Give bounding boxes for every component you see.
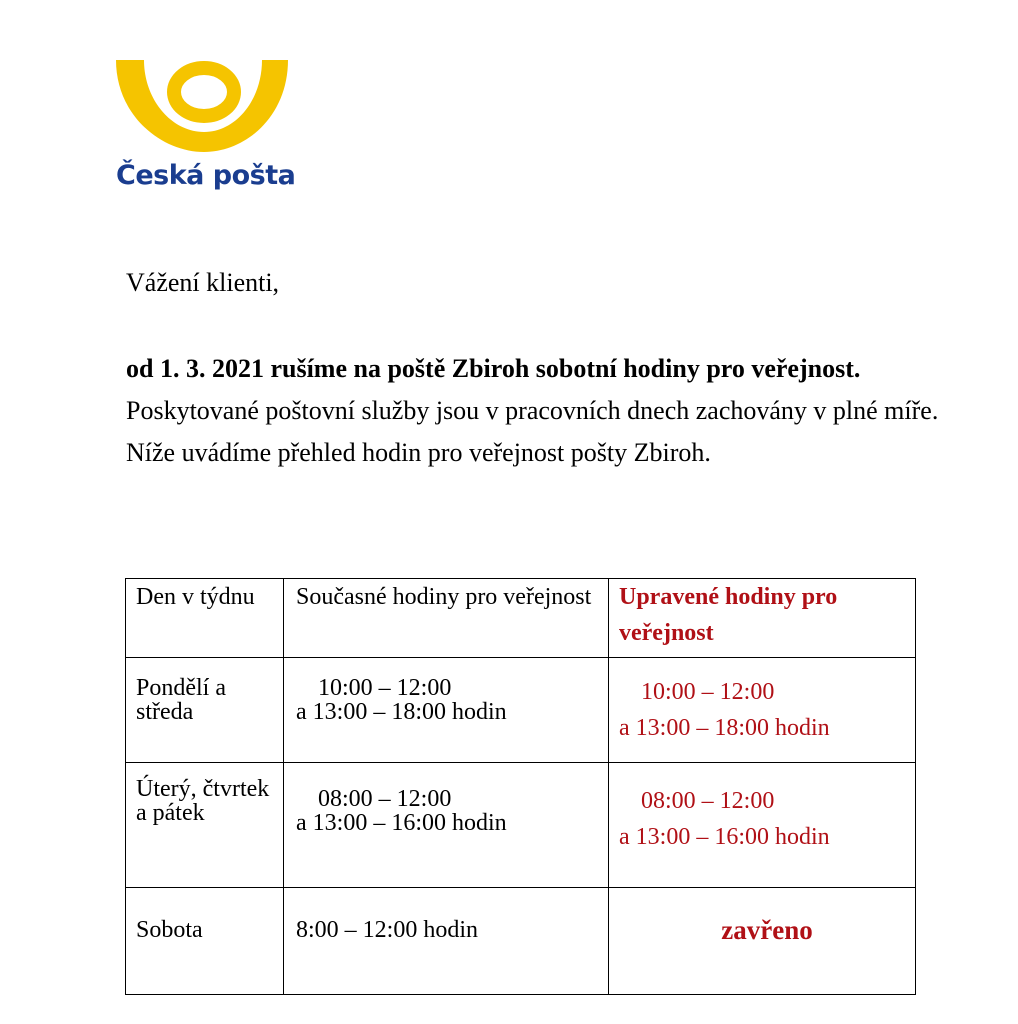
current-hours-line: a 13:00 – 16:00 hodin <box>296 810 507 836</box>
ceska-posta-logo <box>112 56 302 196</box>
current-hours-cell: 8:00 – 12:00 hodin <box>284 888 609 995</box>
announcement-bold: od 1. 3. 2021 rušíme na poště Zbiroh sobotní hodiny pro veřejnost. <box>126 354 861 383</box>
day-cell: Úterý, čtvrtek a pátek <box>126 763 284 888</box>
header-day: Den v týdnu <box>126 579 284 658</box>
new-hours-line: a 13:00 – 18:00 hodin <box>619 715 830 741</box>
day-cell: Pondělí a středa <box>126 658 284 763</box>
closed-label: zavřeno <box>609 888 916 995</box>
post-horn-icon <box>112 56 292 156</box>
header-new: Upravené hodiny pro veřejnost <box>609 579 916 658</box>
new-hours-cell <box>609 658 916 763</box>
table-row <box>126 888 916 995</box>
table-header-row <box>126 579 916 658</box>
current-hours-cell <box>284 763 609 888</box>
new-hours-line: 10:00 – 12:00 <box>641 679 775 705</box>
current-hours-line: 08:00 – 12:00 <box>318 786 452 812</box>
announcement-rest: Poskytované poštovní služby jsou v pracovních dnech zachovány v plné míře. Níže uvádíme přehled hodin pro veřejnost pošty Zbiroh. <box>126 396 939 467</box>
new-hours-line: a 13:00 – 16:00 hodin <box>619 824 830 850</box>
current-hours-line: 10:00 – 12:00 <box>318 675 452 701</box>
logo-text: Česká pošta <box>116 160 296 191</box>
table-row <box>126 763 916 888</box>
current-hours-cell <box>284 658 609 763</box>
header-current: Současné hodiny pro veřejnost <box>284 579 609 658</box>
new-hours-line: 08:00 – 12:00 <box>641 788 775 814</box>
day-cell: Sobota <box>126 888 284 995</box>
announcement-paragraph <box>126 348 946 474</box>
table-row <box>126 658 916 763</box>
new-hours-cell <box>609 763 916 888</box>
salutation: Vážení klienti, <box>126 268 280 297</box>
opening-hours-table <box>125 578 916 995</box>
current-hours-line: a 13:00 – 18:00 hodin <box>296 699 507 725</box>
